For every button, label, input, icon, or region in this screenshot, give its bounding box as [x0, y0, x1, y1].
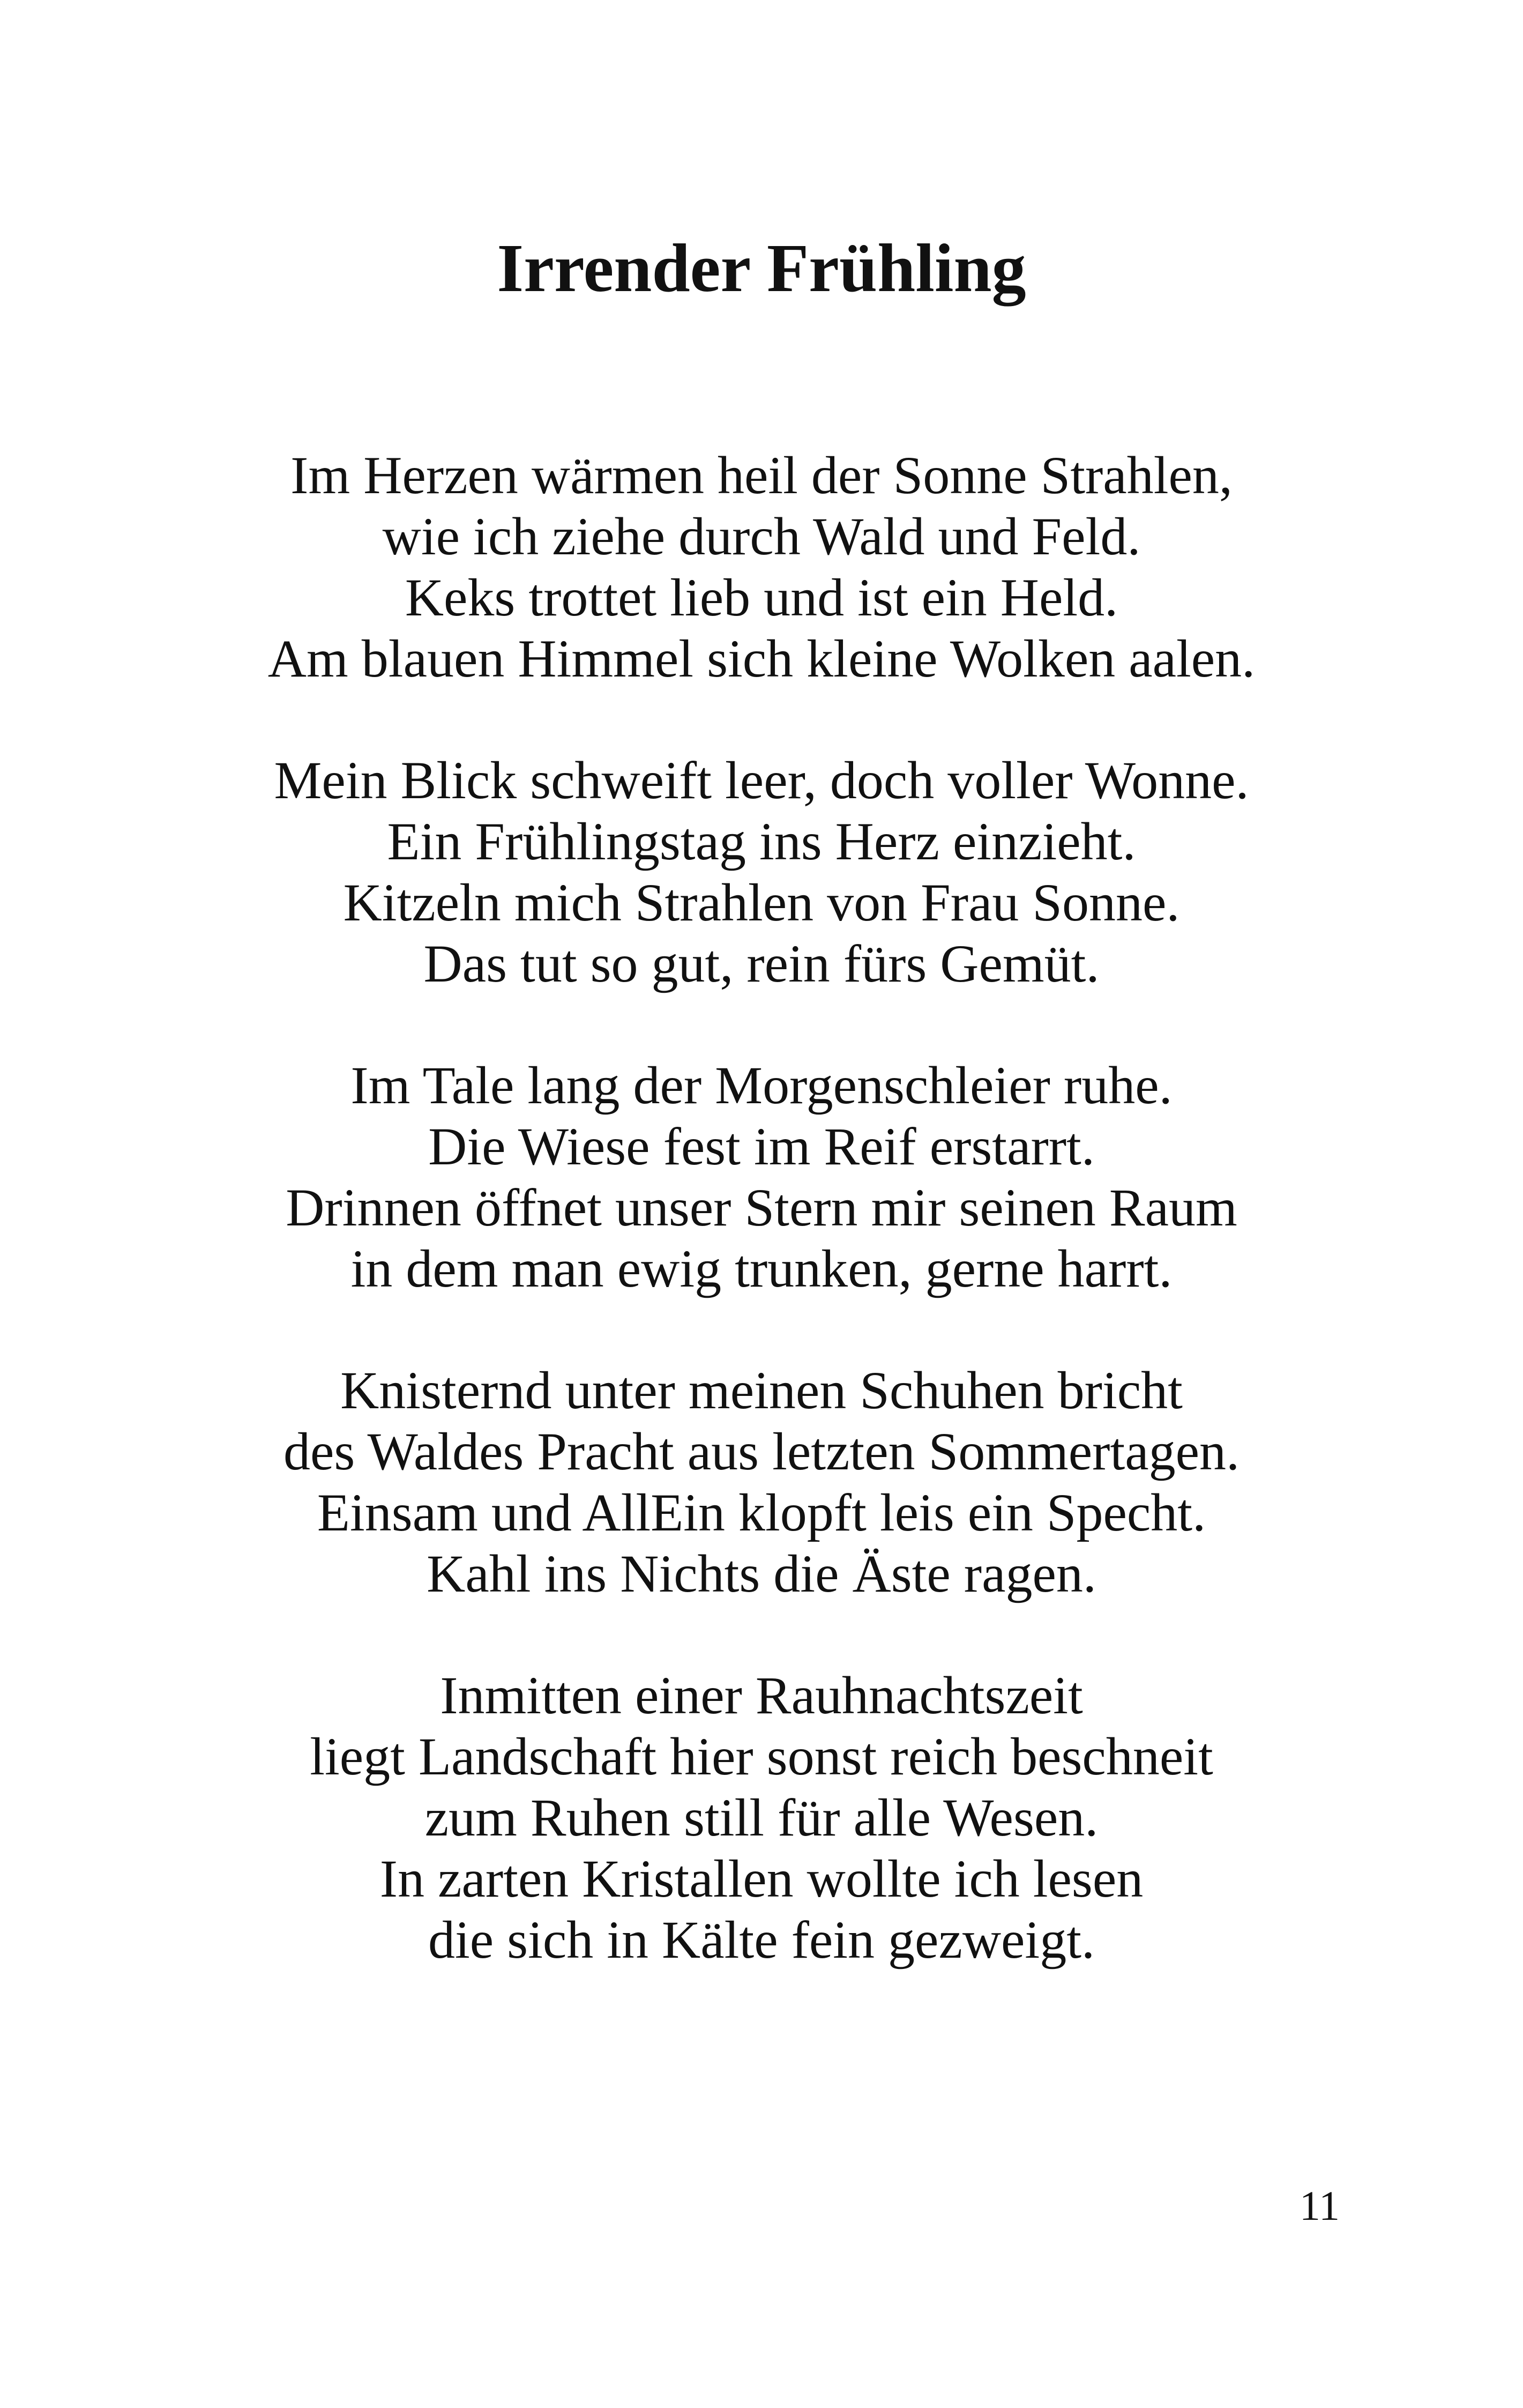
poem-line: Kahl ins Nichts die Äste ragen.	[427, 1544, 1096, 1603]
poem-body	[0, 445, 1523, 2031]
poem-line: des Waldes Pracht aus letzten Sommertagen.	[283, 1422, 1240, 1481]
poem-line: Inmitten einer Rauhnachtszeit	[440, 1666, 1083, 1725]
page-number: 11	[1299, 2182, 1340, 2229]
poem-line: Am blauen Himmel sich kleine Wolken aalen.	[267, 629, 1256, 688]
poem-line: Knisternd unter meinen Schuhen bricht	[340, 1361, 1183, 1420]
poem-line: Ein Frühlingstag ins Herz einzieht.	[387, 812, 1136, 871]
poem-line: Im Tale lang der Morgenschleier ruhe.	[350, 1056, 1173, 1115]
poem-line: zum Ruhen still für alle Wesen.	[424, 1788, 1099, 1847]
stanza	[0, 445, 1523, 689]
poem-line: Die Wiese fest im Reif erstarrt.	[428, 1117, 1095, 1176]
poem-line: Mein Blick schweift leer, doch voller Wonne.	[274, 750, 1249, 810]
stanza	[0, 1055, 1523, 1299]
poem-title: Irrender Frühling	[497, 230, 1026, 306]
poem-line: In zarten Kristallen wollte ich lesen	[379, 1849, 1144, 1908]
poem-line: Keks trottet lieb und ist ein Held.	[405, 568, 1118, 627]
stanza	[0, 1665, 1523, 1971]
poem-line: Kitzeln mich Strahlen von Frau Sonne.	[343, 873, 1180, 932]
poem-line: Einsam und AllEin klopft leis ein Specht.	[317, 1483, 1206, 1542]
poem-line: Im Herzen wärmen heil der Sonne Strahlen,	[290, 445, 1233, 505]
stanza	[0, 1360, 1523, 1604]
poem-line: wie ich ziehe durch Wald und Feld.	[382, 507, 1141, 566]
stanza	[0, 750, 1523, 994]
poem-line: Das tut so gut, rein fürs Gemüt.	[423, 934, 1100, 993]
poem-line: Drinnen öffnet unser Stern mir seinen Raum	[286, 1178, 1237, 1237]
poem-line: in dem man ewig trunken, gerne harrt.	[350, 1239, 1173, 1298]
poem-line: die sich in Kälte fein gezweigt.	[428, 1910, 1095, 1969]
poem-line: liegt Landschaft hier sonst reich beschneit	[310, 1727, 1213, 1786]
